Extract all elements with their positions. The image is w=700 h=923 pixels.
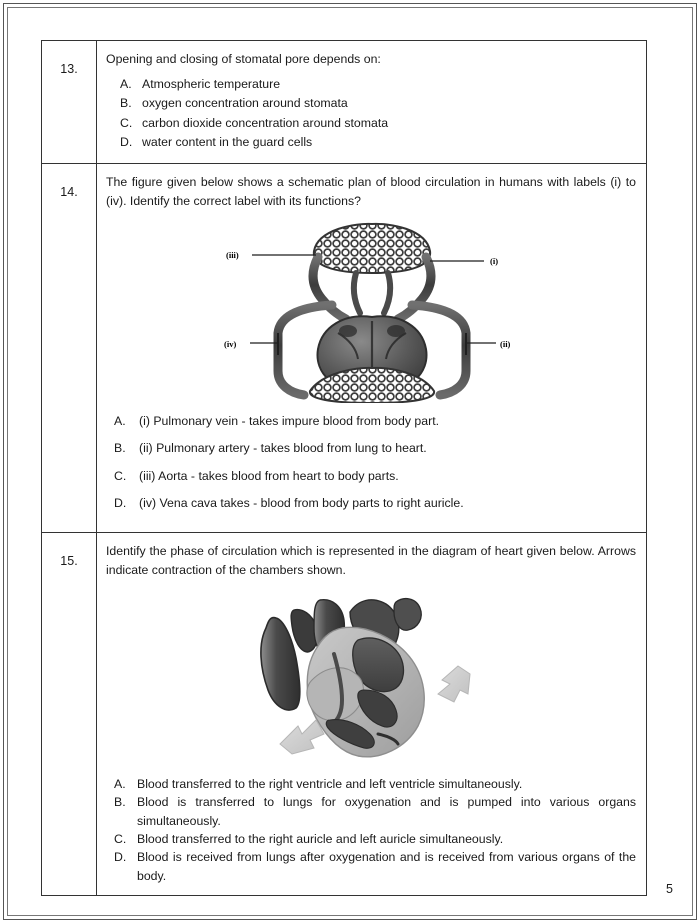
blood-circulation-svg (206, 221, 536, 403)
question-stem-15: Identify the phase of circulation which is represented in the diagram of heart given below. Arrows indicate contraction of the chambers shown. (106, 543, 636, 577)
option-letter: A. (114, 413, 126, 428)
option-text: Blood transferred to the right ventricle and left ventricle simultaneously. (137, 776, 523, 791)
option-letter: D. (120, 135, 133, 150)
option-text: (iii) Aorta - takes blood from heart to body parts. (139, 468, 399, 483)
table-row (42, 532, 647, 896)
question-body-14 (97, 163, 647, 532)
figure-label-iv: (iv) (224, 338, 237, 349)
blood-circulation-figure (106, 221, 636, 406)
lung-capillary-bed (314, 224, 430, 273)
option-item[interactable] (106, 439, 636, 457)
option-letter: B. (114, 795, 126, 810)
option-item[interactable] (106, 467, 636, 485)
question-number-15: 15. (42, 532, 97, 896)
option-letter: A. (120, 77, 132, 92)
option-text: Blood transferred to the right auricle and left auricle simultaneously. (137, 832, 504, 847)
option-letter: A. (114, 776, 126, 791)
option-letter: C. (114, 832, 127, 847)
option-letter: B. (120, 96, 132, 111)
option-letter: D. (114, 850, 127, 865)
figure-label-ii: (ii) (500, 338, 511, 349)
option-text: water content in the guard cells (142, 135, 313, 150)
option-item[interactable] (106, 114, 636, 132)
figure-label-i: (i) (490, 255, 499, 266)
table-row (42, 163, 647, 532)
question-stem-14: The figure given below shows a schematic plan of blood circulation in humans with labels (i) to (iv). Identify the correct label with its functions? (106, 174, 636, 208)
option-list-15 (106, 775, 636, 886)
option-item[interactable] (106, 494, 636, 512)
heart-figure (106, 594, 636, 769)
option-text: (i) Pulmonary vein - takes impure blood from body part. (139, 413, 440, 428)
option-text: Atmospheric temperature (142, 77, 281, 92)
option-text: Blood is transferred to lungs for oxygenation and is pumped into various organs simultaneously. (137, 795, 636, 828)
option-item[interactable] (106, 793, 636, 830)
option-text: (ii) Pulmonary artery - takes blood from lung to heart. (139, 441, 427, 456)
page-number: 5 (666, 882, 673, 896)
question-number-13: 13. (42, 41, 97, 164)
figure-label-iii: (iii) (226, 249, 239, 260)
option-item[interactable] (106, 830, 636, 848)
heart-cross-section-svg (246, 594, 496, 766)
page-sheet (9, 9, 691, 914)
option-text: (iv) Vena cava takes - blood from body parts to right auricle. (139, 496, 464, 511)
option-item[interactable] (106, 412, 636, 430)
question-body-15 (97, 532, 647, 896)
option-text: oxygen concentration around stomata (142, 96, 348, 111)
option-item[interactable] (106, 848, 636, 885)
option-item[interactable] (106, 94, 636, 112)
question-number-14: 14. (42, 163, 97, 532)
contraction-arrow-right (438, 666, 470, 702)
option-text: carbon dioxide concentration around stomata (142, 115, 389, 130)
option-list-14 (106, 412, 636, 513)
table-row (42, 41, 647, 164)
option-letter: D. (114, 496, 127, 511)
option-item[interactable] (106, 75, 636, 93)
option-letter: B. (114, 441, 126, 456)
option-letter: C. (120, 115, 133, 130)
option-list-13 (106, 75, 636, 152)
option-item[interactable] (106, 133, 636, 151)
question-stem-13: Opening and closing of stomatal pore depends on: (106, 52, 381, 66)
option-item[interactable] (106, 775, 636, 793)
question-body-13 (97, 41, 647, 164)
option-text: Blood is received from lungs after oxygenation and is received from various organs of the body. (137, 850, 636, 883)
option-letter: C. (114, 468, 127, 483)
contraction-arrow-lower-left (280, 720, 324, 754)
question-table (41, 40, 647, 896)
